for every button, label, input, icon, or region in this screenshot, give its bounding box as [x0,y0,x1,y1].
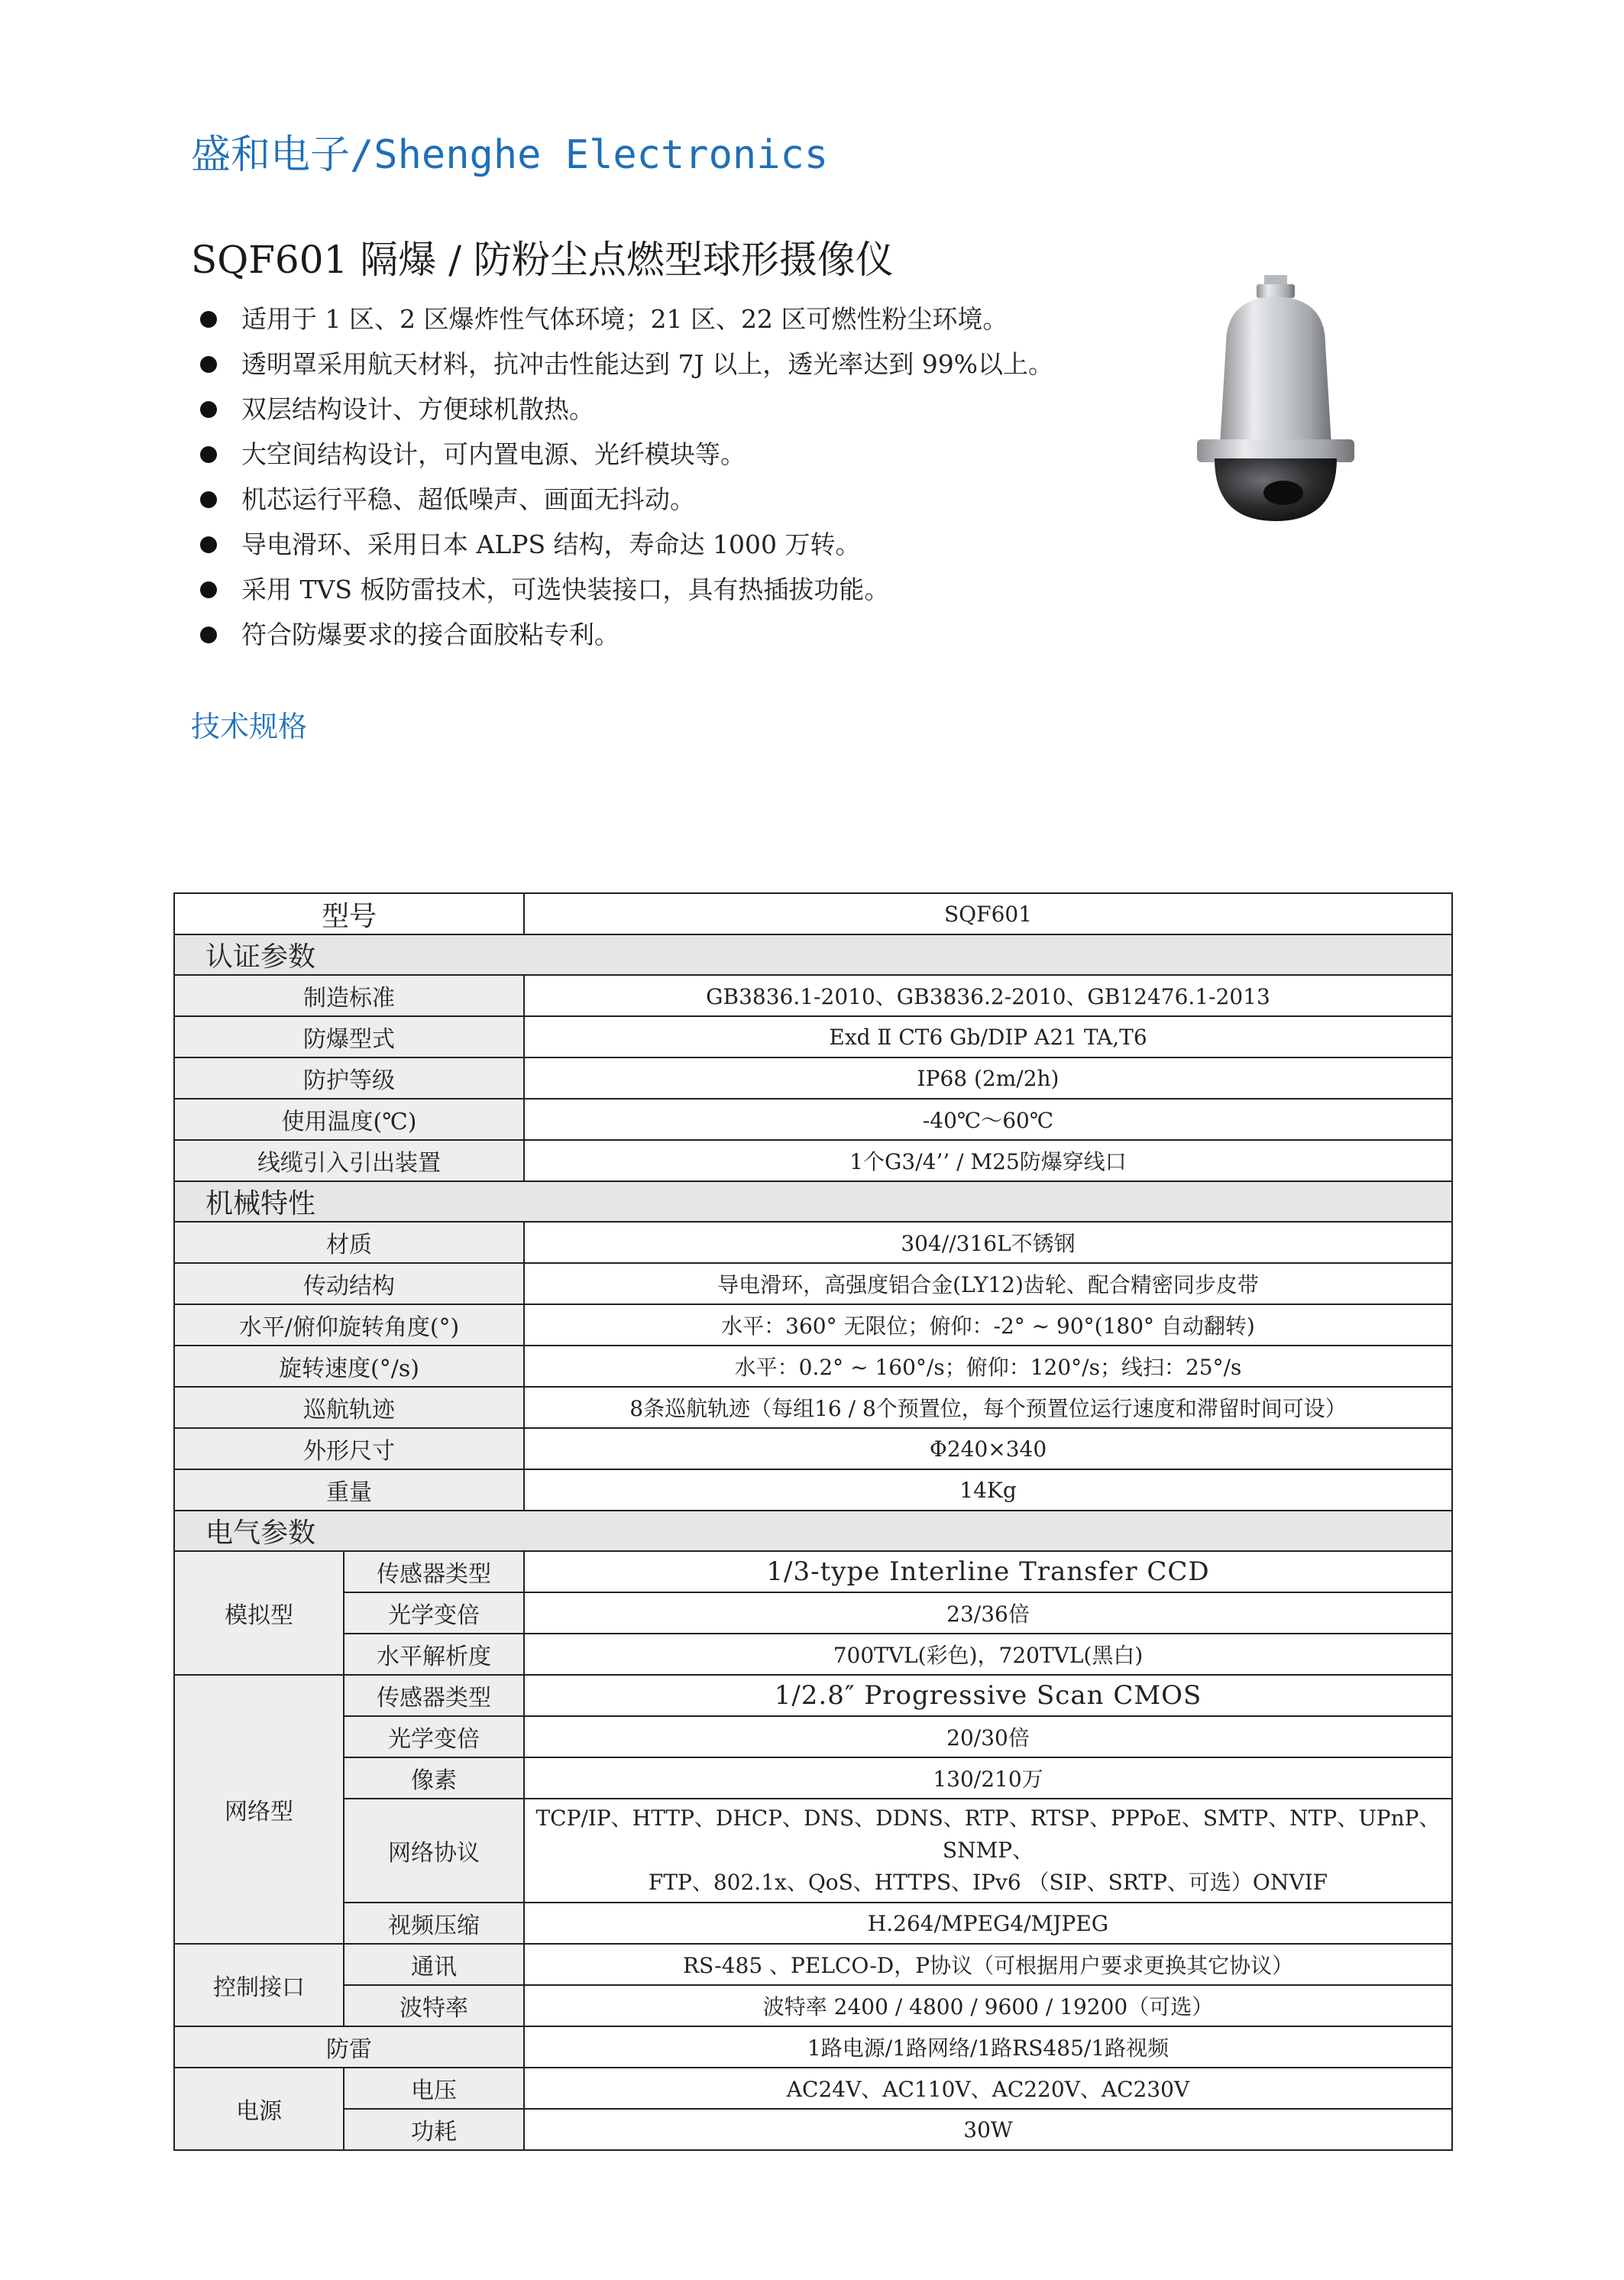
row-label: 水平/俯仰旋转角度(°) [174,1304,524,1346]
row-label: 水平解析度 [344,1634,524,1675]
row-label: 外形尺寸 [174,1428,524,1469]
group-label-network: 网络型 [174,1675,344,1944]
table-row [174,1551,1452,1592]
row-value: 8条巡航轨迹（每组16 / 8个预置位，每个预置位运行速度和滞留时间可设） [524,1387,1452,1428]
group-label-control: 控制接口 [174,1944,344,2026]
row-value: 30W [524,2109,1452,2150]
row-label: 光学变倍 [344,1716,524,1757]
row-value: 1个G3/4’’ / M25防爆穿线口 [524,1140,1452,1181]
row-value: RS-485 、PELCO-D，P协议（可根据用户要求更换其它协议） [524,1944,1452,1985]
section-heading: 认证参数 [174,934,1452,975]
row-label: 传动结构 [174,1263,524,1304]
model-value: SQF601 [524,893,1452,934]
bullet-icon [200,401,217,418]
brand-title: 盛和电子/Shenghe Electronics [191,132,829,178]
table-row [174,893,1452,934]
feature-text: 双层结构设计、方便球机散热。 [241,394,594,424]
table-row [174,1469,1452,1511]
table-row [174,1592,1452,1634]
bullet-icon [200,311,217,328]
row-value: Exd Ⅱ CT6 Gb/DIP A21 TA,T6 [524,1016,1452,1057]
feature-list [191,302,1053,662]
row-value: 1路电源/1路网络/1路RS485/1路视频 [524,2026,1452,2068]
section-heading: 机械特性 [174,1181,1452,1222]
product-title: SQF601 隔爆 / 防粉尘点燃型球形摄像仪 [191,238,894,282]
feature-text: 透明罩采用航天材料，抗冲击性能达到 7J 以上，透光率达到 99%以上。 [241,349,1054,379]
row-label: 波特率 [344,1985,524,2026]
table-row [174,1634,1452,1675]
bullet-icon [200,356,217,373]
dome-camera-image [1180,275,1371,527]
row-value: 14Kg [524,1469,1452,1511]
row-label: 传感器类型 [344,1675,524,1716]
table-row [174,1263,1452,1304]
table-row [174,2026,1452,2068]
bullet-icon [200,491,217,508]
table-row [174,1944,1452,1985]
row-label: 通讯 [344,1944,524,1985]
feature-item [191,572,1053,617]
row-label: 传感器类型 [344,1551,524,1592]
row-value: 304//316L不锈钢 [524,1222,1452,1263]
feature-item [191,302,1053,347]
bullet-icon [200,581,217,598]
section-row [174,1181,1452,1222]
row-value: 水平：0.2° ~ 160°/s；俯仰：120°/s；线扫：25°/s [524,1346,1452,1387]
table-row [174,1057,1452,1099]
feature-item [191,482,1053,527]
table-row [174,1222,1452,1263]
model-label: 型号 [174,893,524,934]
row-label: 光学变倍 [344,1592,524,1634]
row-value: 1/3-type Interline Transfer CCD [524,1551,1452,1592]
table-row [174,1387,1452,1428]
row-label: 制造标准 [174,975,524,1016]
row-label: 防爆型式 [174,1016,524,1057]
feature-text: 大空间结构设计，可内置电源、光纤模块等。 [241,439,746,469]
row-label: 线缆引入引出装置 [174,1140,524,1181]
table-row [174,1716,1452,1757]
row-value: 导电滑环，高强度铝合金(LY12)齿轮、配合精密同步皮带 [524,1263,1452,1304]
feature-item [191,392,1053,437]
bullet-icon [200,446,217,463]
row-label: 视频压缩 [344,1903,524,1944]
row-label: 网络协议 [344,1799,524,1903]
row-label: 防雷 [174,2026,524,2068]
table-row [174,1985,1452,2026]
table-row [174,1799,1452,1903]
group-label-analog: 模拟型 [174,1551,344,1675]
row-value: IP68 (2m/2h) [524,1057,1452,1099]
bullet-icon [200,536,217,553]
row-value-multiline [524,1799,1452,1903]
spec-table [173,892,1453,2151]
row-label: 材质 [174,1222,524,1263]
feature-item [191,527,1053,572]
row-value: 23/36倍 [524,1592,1452,1634]
section-title: 技术规格 [191,710,308,743]
row-value: AC24V、AC110V、AC220V、AC230V [524,2068,1452,2109]
row-value: 130/210万 [524,1757,1452,1799]
feature-text: 采用 TVS 板防雷技术，可选快装接口，具有热插拔功能。 [241,575,890,604]
row-value: -40℃～60℃ [524,1099,1452,1140]
row-value: 波特率 2400 / 4800 / 9600 / 19200（可选） [524,1985,1452,2026]
feature-text: 机芯运行平稳、超低噪声、画面无抖动。 [241,484,695,514]
row-label: 电压 [344,2068,524,2109]
row-label: 功耗 [344,2109,524,2150]
section-row [174,934,1452,975]
feature-item [191,437,1053,482]
row-value: H.264/MPEG4/MJPEG [524,1903,1452,1944]
table-row [174,1016,1452,1057]
row-label: 重量 [174,1469,524,1511]
row-value: 20/30倍 [524,1716,1452,1757]
row-value: 700TVL(彩色)，720TVL(黑白) [524,1634,1452,1675]
table-row [174,1099,1452,1140]
row-value: Φ240×340 [524,1428,1452,1469]
table-row [174,1346,1452,1387]
bullet-icon [200,627,217,643]
section-heading: 电气参数 [174,1511,1452,1551]
row-value: 水平：360° 无限位；俯仰：-2° ~ 90°(180° 自动翻转) [524,1304,1452,1346]
row-label: 防护等级 [174,1057,524,1099]
row-label: 像素 [344,1757,524,1799]
table-row [174,1757,1452,1799]
row-value-line: TCP/IP、HTTP、DHCP、DNS、DDNS、RTP、RTSP、PPPoE、SMTP、NTP、UPnP、SNMP、 [535,1806,1441,1863]
feature-text: 导电滑环、采用日本 ALPS 结构，寿命达 1000 万转。 [241,530,861,559]
row-value: GB3836.1-2010、GB3836.2-2010、GB12476.1-2013 [524,975,1452,1016]
feature-text: 符合防爆要求的接合面胶粘专利。 [241,620,620,649]
table-row [174,1675,1452,1716]
table-row [174,1304,1452,1346]
row-label: 使用温度(℃) [174,1099,524,1140]
row-value-line: FTP、802.1x、QoS、HTTPS、IPv6 （SIP、SRTP、可选）ONVIF [648,1870,1328,1895]
feature-text: 适用于 1 区、2 区爆炸性气体环境；21 区、22 区可燃性粉尘环境。 [241,304,1008,334]
row-value: 1/2.8″ Progressive Scan CMOS [524,1675,1452,1716]
table-row [174,2109,1452,2150]
table-row [174,1903,1452,1944]
feature-item [191,347,1053,392]
row-label: 旋转速度(°/s) [174,1346,524,1387]
section-row [174,1511,1452,1551]
feature-item [191,617,1053,662]
table-row [174,1140,1452,1181]
table-row [174,975,1452,1016]
table-row [174,1428,1452,1469]
table-row [174,2068,1452,2109]
row-label: 巡航轨迹 [174,1387,524,1428]
group-label-power: 电源 [174,2068,344,2150]
